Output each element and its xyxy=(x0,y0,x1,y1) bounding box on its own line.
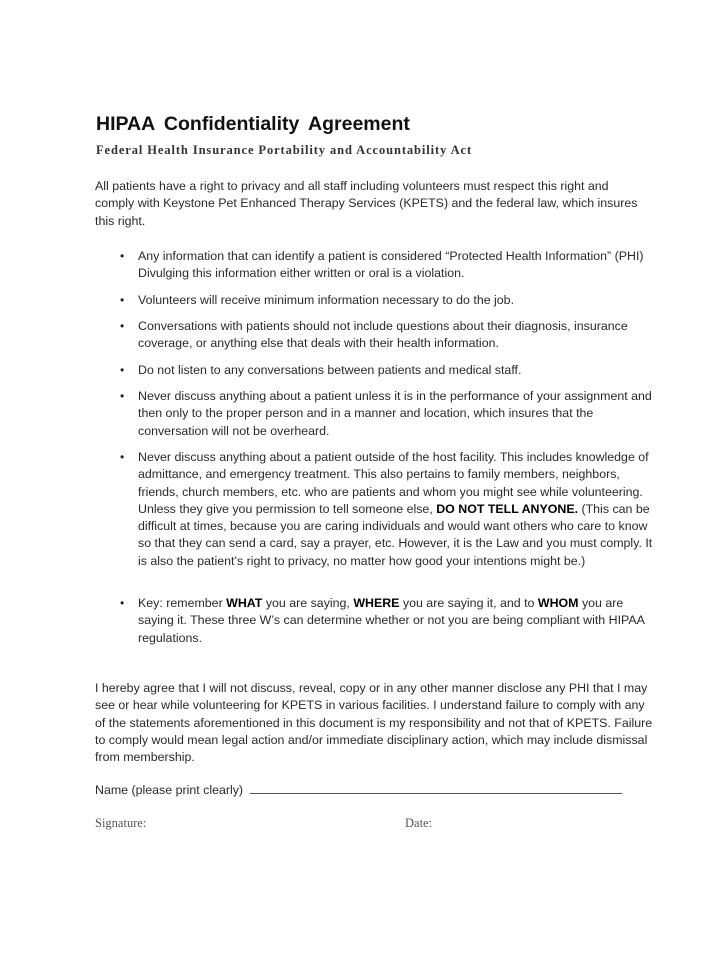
list-item xyxy=(120,292,653,309)
emphasis-text: WHOM xyxy=(537,596,579,610)
list-item xyxy=(120,595,653,647)
emphasis-text: WHERE xyxy=(353,596,400,610)
list-item xyxy=(120,388,653,440)
signature-label: Signature: xyxy=(95,816,147,830)
document-subtitle: Federal Health Insurance Portability and Accountability Act xyxy=(96,143,473,157)
list-item-text: Key: remember WHAT you are saying, WHERE you are saying it, and to WHOM you are saying it. These three W’s can determine whether or not you are being compliant with HIPAA regulations. xyxy=(138,596,645,645)
list-item-text: Volunteers will receive minimum information necessary to do the job. xyxy=(138,293,515,307)
bullet-icon: • xyxy=(120,389,125,403)
name-field-row xyxy=(95,783,622,797)
list-item-text: Do not listen to any conversations between patients and medical staff. xyxy=(138,363,522,377)
list-item-text: Never discuss anything about a patient unless it is in the performance of your assignment and then only to the proper person and in a manner and location, which insures that the conversation will not be overheard. xyxy=(138,389,652,438)
bullet-icon: • xyxy=(120,293,125,307)
list-item xyxy=(120,318,653,353)
bullet-icon: • xyxy=(120,363,125,377)
list-item-text: Conversations with patients should not include questions about their diagnosis, insurance coverage, or anything else that deals with their health information. xyxy=(138,319,628,351)
bullet-icon: • xyxy=(120,319,125,333)
list-item-text: Never discuss anything about a patient outside of the host facility. This includes knowledge of admittance, and emergency treatment. This also pertains to family members, neighbors, friends, church members, etc. who are patients and whom you might see while volunteering. Unless they give you permission to tell someone else, DO NOT TELL ANYONE. (This can be difficult at times, because you are caring individuals and would want others who care to know so that they can send a card, say a prayer, etc. However, it is the Law and you must comply. It is also the patient’s right to privacy, no matter how good your intentions might be.) xyxy=(138,450,653,568)
emphasis-text: WHAT xyxy=(226,596,263,610)
bullet-icon: • xyxy=(120,450,125,464)
list-item xyxy=(120,248,653,283)
bullet-icon: • xyxy=(120,249,125,263)
name-input-line[interactable] xyxy=(250,784,622,794)
emphasis-text: DO NOT TELL ANYONE. xyxy=(436,501,579,516)
intro-paragraph: All patients have a right to privacy and all staff including volunteers must respect this right and comply with Keystone Pet Enhanced Therapy Services (KPETS) and the federal law, which insures this right. xyxy=(95,179,638,228)
bullet-icon: • xyxy=(120,596,125,610)
agreement-paragraph: I hereby agree that I will not discuss, reveal, copy or in any other manner disclose any PHI that I may see or hear while volunteering for KPETS in various facilities. I understand failure to comply with any of the statements aforementioned in this document is my responsibility and not that of KPETS. Failure to comply would mean legal action and/or immediate disciplinary action, which may include dismissal from membership. xyxy=(95,681,653,765)
document-title: HIPAA Confidentiality Agreement xyxy=(96,113,410,135)
list-item xyxy=(120,362,653,379)
name-label: Name (please print clearly) xyxy=(95,783,244,797)
list-item xyxy=(120,449,653,570)
list-item-text: Any information that can identify a patient is considered “Protected Health Information” (PHI) Divulging this information either written or oral is a violation. xyxy=(138,249,644,281)
date-label: Date: xyxy=(405,816,433,830)
